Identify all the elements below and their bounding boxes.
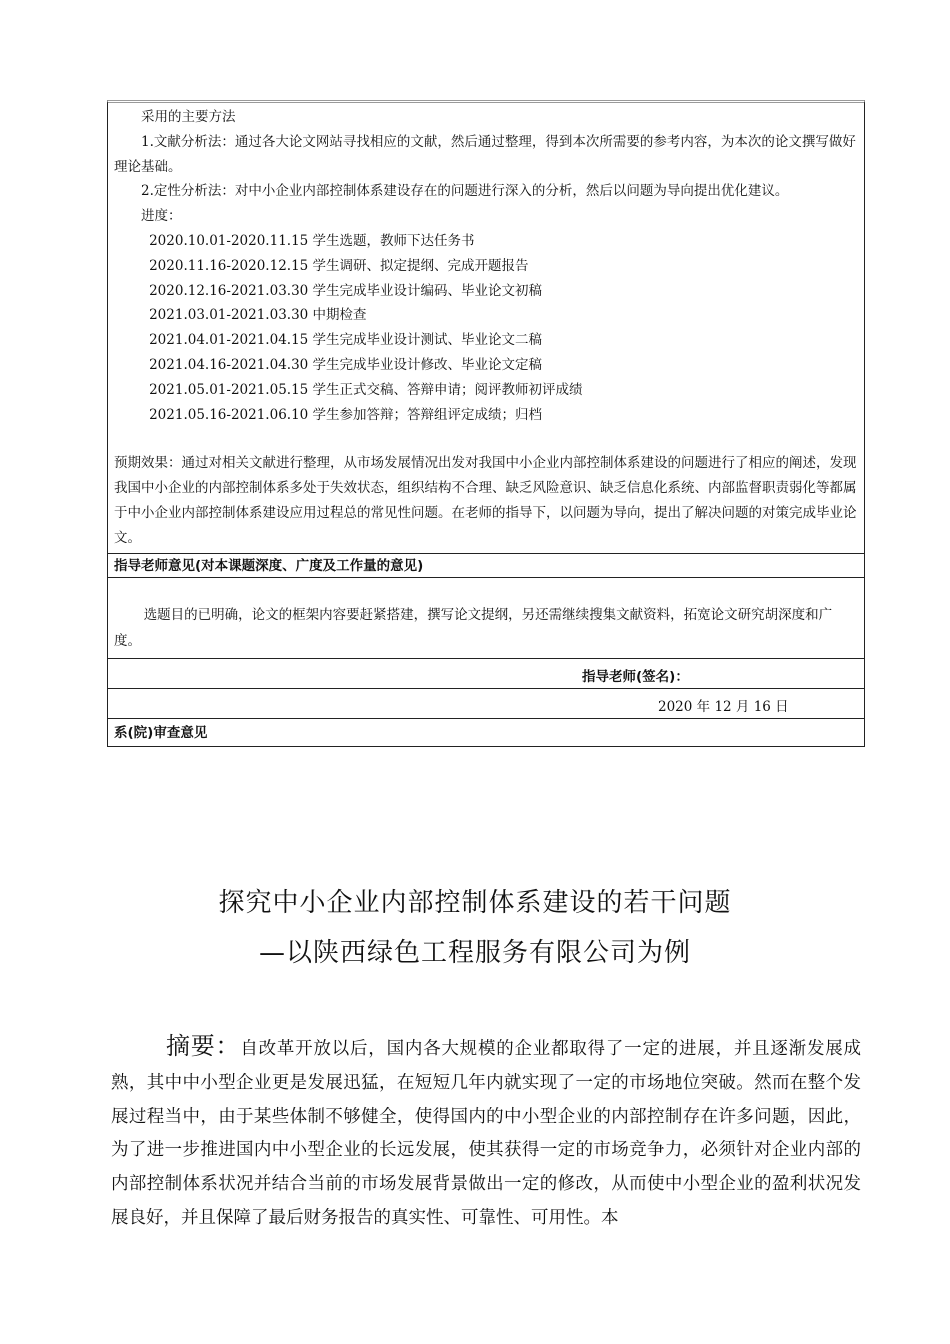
- paper-title: 探究中小企业内部控制体系建设的若干问题: [218, 888, 732, 918]
- abstract-block: [111, 1030, 861, 1236]
- method-item-1: 1.文献分析法：通过各大论文网站寻找相应的文献，然后通过整理，得到本次所需要的参考内容，为本次的论文撰写做好理论基础。: [114, 133, 856, 175]
- abstract-paragraph: [111, 1030, 861, 1236]
- department-review-title: 系(院)审查意见: [108, 718, 864, 746]
- methods-heading: 采用的主要方法: [141, 109, 236, 125]
- schedule-item: 2021.04.16-2021.04.30 学生完成毕业设计修改、毕业论文定稿: [149, 356, 543, 373]
- schedule-item: 2021.05.16-2021.06.10 学生参加答辩；答辩组评定成绩；归档: [149, 406, 543, 423]
- date-row: [108, 688, 864, 718]
- progress-heading: 进度：: [141, 208, 182, 225]
- schedule-item: 2021.03.01-2021.03.30 中期检查: [149, 307, 367, 324]
- expected-results: 预期效果：通过对相关文献进行整理，从市场发展情况出发对我国中小企业内部控制体系建设的问题进行了相应的阐述，发现我国中小企业的内部控制体系多处于失效状态，组织结构不合理、缺乏风险意识、缺乏信息化系统、内部监督职责弱化等都属于中小企业内部控制体系建设应用过程总的常见性问题。在老师的指导下，以问题为导向，提出了解决问题的对策完成毕业论文。: [114, 455, 857, 546]
- schedule-item: 2020.12.16-2021.03.30 学生完成毕业设计编码、毕业论文初稿: [149, 282, 543, 299]
- abstract-label: 摘要：: [166, 1032, 241, 1060]
- schedule-item: 2020.10.01-2020.11.15 学生选题，教师下达任务书: [149, 232, 475, 249]
- signature-row: [108, 658, 864, 688]
- signature-label: 指导老师(签名)：: [582, 668, 689, 685]
- schedule-item: 2021.05.01-2021.05.15 学生正式交稿、答辩申请；阅评教师初评成绩: [149, 381, 583, 398]
- schedule-item: 2021.04.01-2021.04.15 学生完成毕业设计测试、毕业论文二稿: [149, 332, 543, 349]
- paper-subtitle: —以陕西绿色工程服务有限公司为例: [258, 938, 691, 968]
- advisor-opinion-text: 选题目的已明确，论文的框架内容要赶紧搭建，撰写论文提纲，另还需继续搜集文献资料，拓宽论文研究胡深度和广度。: [114, 606, 833, 649]
- spacer: [114, 427, 859, 451]
- advisor-opinion-title: 指导老师意见(对本课题深度、广度及工作量的意见): [108, 553, 864, 578]
- abstract-text: 自改革开放以后，国内各大规模的企业都取得了一定的进展，并且逐渐发展成熟，其中中小型企业更是发展迅猛，在短短几年内就实现了一定的市场地位突破。然而在整个发展过程当中，由于某些体制不够健全，使得国内的中小型企业的内部控制存在许多问题，因此，为了进一步推进国内中小型企业的长远发展，使其获得一定的市场竞争力，必须针对企业内部的内部控制体系状况并结合当前的市场发展背景做出一定的修改，从而使中小型企业的盈利状况发展良好，并且保障了最后财务报告的真实性、可靠性、可用性。本: [111, 1039, 862, 1228]
- advisor-opinion-section: [108, 578, 864, 658]
- methods-section: [108, 103, 864, 553]
- method-item-2: 2.定性分析法：对中小企业内部控制体系建设存在的问题进行深入的分析，然后以问题为导向提出优化建议。: [141, 183, 789, 200]
- signature-date: 2020 年 12 月 16 日: [658, 698, 789, 715]
- proposal-form-table: [107, 100, 865, 747]
- schedule-item: 2020.11.16-2020.12.15 学生调研、拟定提纲、完成开题报告: [149, 257, 529, 274]
